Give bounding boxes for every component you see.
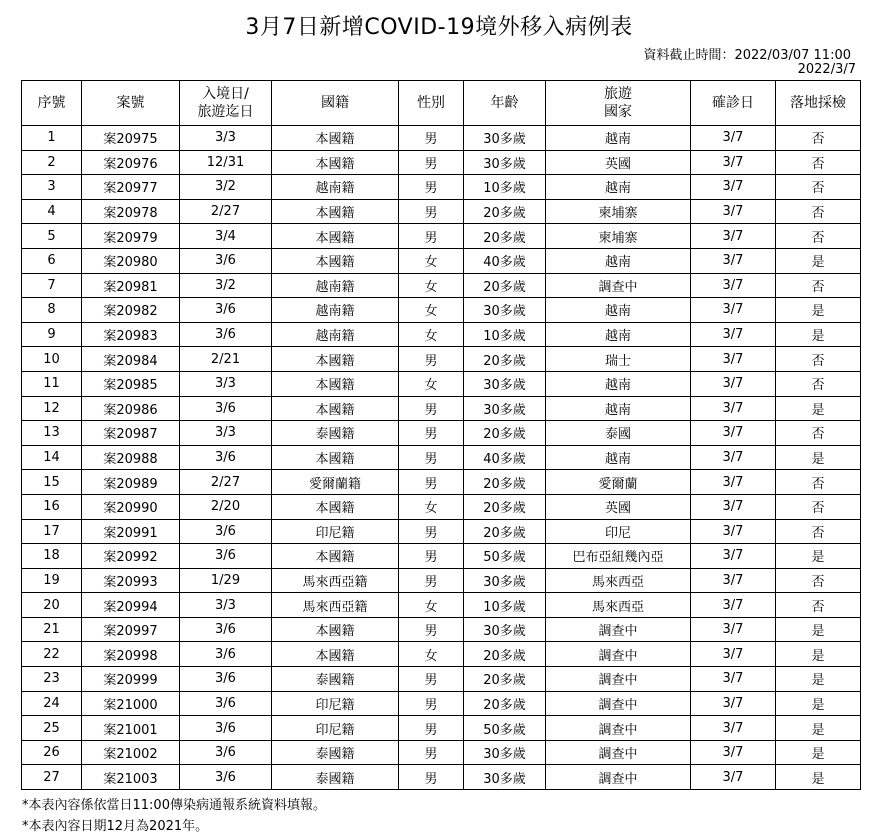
cell-landing-test: 否 [776, 593, 861, 618]
cell-travel-country: 調查中 [546, 765, 691, 790]
cell-confirm-date: 3/7 [691, 248, 776, 273]
column-header-nationality: 國籍 [272, 81, 399, 126]
column-header-seq: 序號 [22, 81, 82, 126]
table-row [22, 470, 861, 495]
cell-travel-country: 調查中 [546, 716, 691, 741]
cell-gender: 男 [399, 470, 464, 495]
cell-confirm-date: 3/7 [691, 740, 776, 765]
cell-travel-country: 越南 [546, 298, 691, 323]
cell-nationality: 本國籍 [272, 494, 399, 519]
cell-confirm-date: 3/7 [691, 691, 776, 716]
cell-entry-date: 3/2 [180, 273, 272, 298]
cell-seq: 12 [22, 396, 82, 421]
cell-travel-country: 調查中 [546, 617, 691, 642]
cell-seq: 8 [22, 298, 82, 323]
cell-seq: 18 [22, 544, 82, 569]
table-row [22, 445, 861, 470]
cell-landing-test: 是 [776, 765, 861, 790]
cell-age: 10多歲 [464, 175, 546, 200]
header-row [22, 81, 861, 126]
cell-confirm-date: 3/7 [691, 765, 776, 790]
cell-age: 10多歲 [464, 593, 546, 618]
cell-entry-date: 3/3 [180, 371, 272, 396]
cell-confirm-date: 3/7 [691, 396, 776, 421]
table-row [22, 667, 861, 692]
cell-landing-test: 否 [776, 470, 861, 495]
table-row [22, 347, 861, 372]
table-row [22, 568, 861, 593]
cell-travel-country: 越南 [546, 322, 691, 347]
cell-travel-country: 馬來西亞 [546, 568, 691, 593]
cell-gender: 男 [399, 126, 464, 151]
cell-age: 20多歲 [464, 470, 546, 495]
cell-gender: 女 [399, 298, 464, 323]
cell-travel-country: 越南 [546, 445, 691, 470]
cell-gender: 女 [399, 322, 464, 347]
cell-age: 40多歲 [464, 445, 546, 470]
cell-nationality: 馬來西亞籍 [272, 568, 399, 593]
cell-nationality: 馬來西亞籍 [272, 593, 399, 618]
cell-confirm-date: 3/7 [691, 667, 776, 692]
cell-age: 50多歲 [464, 544, 546, 569]
cell-entry-date: 3/6 [180, 248, 272, 273]
column-header-age: 年齡 [464, 81, 546, 126]
cell-landing-test: 是 [776, 298, 861, 323]
cell-nationality: 越南籍 [272, 273, 399, 298]
cell-travel-country: 越南 [546, 248, 691, 273]
cell-gender: 女 [399, 494, 464, 519]
cell-case-no: 案20981 [82, 273, 180, 298]
cell-age: 30多歲 [464, 617, 546, 642]
page-title: 3月7日新增COVID-19境外移入病例表 [245, 15, 633, 40]
cell-nationality: 本國籍 [272, 126, 399, 151]
cell-nationality: 本國籍 [272, 248, 399, 273]
data-cutoff-time: 資料截止時間：2022/03/07 11:00 [643, 48, 851, 63]
cell-case-no: 案20999 [82, 667, 180, 692]
cell-travel-country: 調查中 [546, 642, 691, 667]
cell-landing-test: 否 [776, 568, 861, 593]
cell-confirm-date: 3/7 [691, 322, 776, 347]
cell-travel-country: 調查中 [546, 740, 691, 765]
cell-gender: 男 [399, 617, 464, 642]
cell-landing-test: 是 [776, 617, 861, 642]
cell-landing-test: 是 [776, 544, 861, 569]
cell-seq: 17 [22, 519, 82, 544]
cell-case-no: 案21001 [82, 716, 180, 741]
cell-age: 30多歲 [464, 126, 546, 151]
cell-age: 30多歲 [464, 740, 546, 765]
cell-nationality: 本國籍 [272, 199, 399, 224]
cell-age: 20多歲 [464, 347, 546, 372]
cell-entry-date: 3/6 [180, 691, 272, 716]
cell-landing-test: 否 [776, 371, 861, 396]
cell-landing-test: 否 [776, 224, 861, 249]
cell-nationality: 越南籍 [272, 322, 399, 347]
cell-gender: 女 [399, 248, 464, 273]
cell-age: 20多歲 [464, 224, 546, 249]
cell-seq: 26 [22, 740, 82, 765]
cell-confirm-date: 3/7 [691, 150, 776, 175]
cell-case-no: 案20992 [82, 544, 180, 569]
cell-landing-test: 否 [776, 175, 861, 200]
table-row [22, 740, 861, 765]
table-row [22, 494, 861, 519]
cell-nationality: 本國籍 [272, 617, 399, 642]
cell-seq: 15 [22, 470, 82, 495]
cell-case-no: 案20979 [82, 224, 180, 249]
cell-landing-test: 否 [776, 421, 861, 446]
cell-nationality: 印尼籍 [272, 691, 399, 716]
table-header [22, 81, 861, 126]
cell-landing-test: 是 [776, 740, 861, 765]
cell-confirm-date: 3/7 [691, 273, 776, 298]
cell-entry-date: 3/6 [180, 298, 272, 323]
cell-confirm-date: 3/7 [691, 494, 776, 519]
cell-confirm-date: 3/7 [691, 347, 776, 372]
cell-nationality: 印尼籍 [272, 519, 399, 544]
cell-entry-date: 3/6 [180, 544, 272, 569]
cell-age: 50多歲 [464, 716, 546, 741]
cell-landing-test: 是 [776, 396, 861, 421]
cell-seq: 16 [22, 494, 82, 519]
cell-gender: 男 [399, 224, 464, 249]
cell-gender: 男 [399, 544, 464, 569]
cell-confirm-date: 3/7 [691, 642, 776, 667]
table-row [22, 298, 861, 323]
cell-confirm-date: 3/7 [691, 593, 776, 618]
cell-entry-date: 12/31 [180, 150, 272, 175]
cell-landing-test: 否 [776, 126, 861, 151]
cell-nationality: 泰國籍 [272, 421, 399, 446]
cell-gender: 男 [399, 691, 464, 716]
table-row [22, 248, 861, 273]
cell-landing-test: 否 [776, 150, 861, 175]
cell-landing-test: 否 [776, 519, 861, 544]
cell-nationality: 本國籍 [272, 347, 399, 372]
footnote-source: *本表內容係依當日11:00傳染病通報系統資料填報。 [22, 798, 326, 813]
cell-seq: 21 [22, 617, 82, 642]
cell-seq: 5 [22, 224, 82, 249]
cell-case-no: 案20989 [82, 470, 180, 495]
cell-age: 10多歲 [464, 322, 546, 347]
cell-age: 20多歲 [464, 691, 546, 716]
cell-nationality: 本國籍 [272, 396, 399, 421]
cell-seq: 4 [22, 199, 82, 224]
column-header-landing-test: 落地採檢 [776, 81, 861, 126]
cell-travel-country: 泰國 [546, 421, 691, 446]
cell-gender: 男 [399, 396, 464, 421]
cell-travel-country: 調查中 [546, 273, 691, 298]
cell-confirm-date: 3/7 [691, 445, 776, 470]
table-row [22, 396, 861, 421]
column-header-gender: 性別 [399, 81, 464, 126]
column-header-confirm-date: 確診日 [691, 81, 776, 126]
column-header-entry-date: 入境日/ 旅遊迄日 [180, 81, 272, 126]
cell-confirm-date: 3/7 [691, 544, 776, 569]
cell-nationality: 本國籍 [272, 544, 399, 569]
cell-travel-country: 瑞士 [546, 347, 691, 372]
cell-case-no: 案20986 [82, 396, 180, 421]
cell-case-no: 案20991 [82, 519, 180, 544]
cell-case-no: 案20978 [82, 199, 180, 224]
cell-landing-test: 是 [776, 248, 861, 273]
cell-case-no: 案20984 [82, 347, 180, 372]
cell-confirm-date: 3/7 [691, 175, 776, 200]
cell-travel-country: 越南 [546, 175, 691, 200]
cell-confirm-date: 3/7 [691, 199, 776, 224]
cell-travel-country: 越南 [546, 371, 691, 396]
table-row [22, 150, 861, 175]
cell-nationality: 本國籍 [272, 445, 399, 470]
cell-entry-date: 2/27 [180, 199, 272, 224]
cell-gender: 女 [399, 371, 464, 396]
table-row [22, 322, 861, 347]
cell-confirm-date: 3/7 [691, 470, 776, 495]
cell-nationality: 泰國籍 [272, 667, 399, 692]
cell-entry-date: 2/21 [180, 347, 272, 372]
cell-landing-test: 是 [776, 445, 861, 470]
cell-travel-country: 調查中 [546, 691, 691, 716]
cell-entry-date: 2/27 [180, 470, 272, 495]
cell-landing-test: 否 [776, 273, 861, 298]
table-row [22, 199, 861, 224]
table-row [22, 691, 861, 716]
cell-age: 30多歲 [464, 396, 546, 421]
cell-travel-country: 柬埔寨 [546, 224, 691, 249]
cell-seq: 1 [22, 126, 82, 151]
cell-age: 20多歲 [464, 199, 546, 224]
footnote-year: *本表內容日期12月為2021年。 [22, 819, 209, 834]
cell-landing-test: 否 [776, 199, 861, 224]
cell-age: 30多歲 [464, 765, 546, 790]
cell-landing-test: 是 [776, 691, 861, 716]
cell-seq: 10 [22, 347, 82, 372]
cell-case-no: 案20977 [82, 175, 180, 200]
cell-seq: 6 [22, 248, 82, 273]
cell-gender: 男 [399, 765, 464, 790]
table-row [22, 765, 861, 790]
cell-case-no: 案20987 [82, 421, 180, 446]
cell-confirm-date: 3/7 [691, 298, 776, 323]
cell-case-no: 案20988 [82, 445, 180, 470]
cell-case-no: 案20994 [82, 593, 180, 618]
cell-seq: 3 [22, 175, 82, 200]
cell-entry-date: 3/6 [180, 642, 272, 667]
cell-case-no: 案20990 [82, 494, 180, 519]
cases-table [21, 80, 861, 790]
cell-case-no: 案20997 [82, 617, 180, 642]
cell-nationality: 越南籍 [272, 298, 399, 323]
cell-seq: 19 [22, 568, 82, 593]
cell-case-no: 案20980 [82, 248, 180, 273]
cell-landing-test: 是 [776, 642, 861, 667]
cell-seq: 9 [22, 322, 82, 347]
cell-age: 30多歲 [464, 298, 546, 323]
cell-nationality: 越南籍 [272, 175, 399, 200]
cell-entry-date: 3/6 [180, 667, 272, 692]
cell-gender: 男 [399, 667, 464, 692]
cell-case-no: 案21003 [82, 765, 180, 790]
cell-age: 30多歲 [464, 568, 546, 593]
cell-gender: 男 [399, 519, 464, 544]
cell-seq: 20 [22, 593, 82, 618]
cell-age: 40多歲 [464, 248, 546, 273]
cell-case-no: 案20983 [82, 322, 180, 347]
cell-seq: 24 [22, 691, 82, 716]
cell-seq: 27 [22, 765, 82, 790]
cell-nationality: 本國籍 [272, 150, 399, 175]
cell-travel-country: 巴布亞紐幾內亞 [546, 544, 691, 569]
cell-entry-date: 1/29 [180, 568, 272, 593]
cell-case-no: 案20993 [82, 568, 180, 593]
cell-entry-date: 3/6 [180, 322, 272, 347]
cell-confirm-date: 3/7 [691, 519, 776, 544]
table-row [22, 126, 861, 151]
cell-travel-country: 越南 [546, 126, 691, 151]
cell-nationality: 本國籍 [272, 371, 399, 396]
table-row [22, 273, 861, 298]
cell-seq: 25 [22, 716, 82, 741]
cell-travel-country: 英國 [546, 494, 691, 519]
cell-confirm-date: 3/7 [691, 421, 776, 446]
table-row [22, 175, 861, 200]
cell-gender: 男 [399, 150, 464, 175]
cell-gender: 男 [399, 445, 464, 470]
cell-case-no: 案20976 [82, 150, 180, 175]
cell-nationality: 泰國籍 [272, 740, 399, 765]
cell-case-no: 案20975 [82, 126, 180, 151]
cell-case-no: 案21002 [82, 740, 180, 765]
cell-landing-test: 是 [776, 322, 861, 347]
cell-age: 30多歲 [464, 371, 546, 396]
table-row [22, 642, 861, 667]
cell-landing-test: 否 [776, 494, 861, 519]
cell-entry-date: 3/6 [180, 716, 272, 741]
table-row [22, 593, 861, 618]
cell-travel-country: 柬埔寨 [546, 199, 691, 224]
table-row [22, 617, 861, 642]
cell-travel-country: 印尼 [546, 519, 691, 544]
cell-landing-test: 是 [776, 716, 861, 741]
table-body [22, 126, 861, 790]
cell-entry-date: 3/6 [180, 445, 272, 470]
cell-travel-country: 馬來西亞 [546, 593, 691, 618]
cell-nationality: 印尼籍 [272, 716, 399, 741]
cell-travel-country: 愛爾蘭 [546, 470, 691, 495]
cell-entry-date: 3/3 [180, 421, 272, 446]
column-header-case-no: 案號 [82, 81, 180, 126]
cell-travel-country: 調查中 [546, 667, 691, 692]
cell-travel-country: 越南 [546, 396, 691, 421]
cell-gender: 女 [399, 593, 464, 618]
cell-age: 20多歲 [464, 273, 546, 298]
cell-case-no: 案20998 [82, 642, 180, 667]
cell-confirm-date: 3/7 [691, 371, 776, 396]
table-row [22, 519, 861, 544]
cell-confirm-date: 3/7 [691, 716, 776, 741]
cell-confirm-date: 3/7 [691, 224, 776, 249]
cell-entry-date: 2/20 [180, 494, 272, 519]
cell-gender: 男 [399, 716, 464, 741]
cell-entry-date: 3/3 [180, 593, 272, 618]
cell-entry-date: 3/2 [180, 175, 272, 200]
table-row [22, 371, 861, 396]
table-row [22, 716, 861, 741]
cell-gender: 男 [399, 421, 464, 446]
cell-age: 20多歲 [464, 642, 546, 667]
cell-confirm-date: 3/7 [691, 568, 776, 593]
cell-age: 20多歲 [464, 667, 546, 692]
cell-seq: 11 [22, 371, 82, 396]
report-date: 2022/3/7 [797, 62, 856, 77]
cell-gender: 女 [399, 273, 464, 298]
cell-gender: 男 [399, 740, 464, 765]
cell-seq: 7 [22, 273, 82, 298]
cell-age: 20多歲 [464, 519, 546, 544]
cell-age: 30多歲 [464, 150, 546, 175]
table-row [22, 544, 861, 569]
table-row [22, 421, 861, 446]
cell-gender: 男 [399, 175, 464, 200]
cell-entry-date: 3/3 [180, 126, 272, 151]
column-header-travel-country: 旅遊 國家 [546, 81, 691, 126]
cell-landing-test: 否 [776, 347, 861, 372]
cell-case-no: 案20982 [82, 298, 180, 323]
cell-gender: 男 [399, 347, 464, 372]
cell-age: 20多歲 [464, 494, 546, 519]
cell-nationality: 泰國籍 [272, 765, 399, 790]
cell-entry-date: 3/6 [180, 765, 272, 790]
cell-seq: 13 [22, 421, 82, 446]
table-row [22, 224, 861, 249]
cell-entry-date: 3/6 [180, 617, 272, 642]
cell-seq: 14 [22, 445, 82, 470]
cell-gender: 女 [399, 642, 464, 667]
cell-entry-date: 3/6 [180, 396, 272, 421]
cell-landing-test: 是 [776, 667, 861, 692]
cell-travel-country: 英國 [546, 150, 691, 175]
cell-seq: 2 [22, 150, 82, 175]
cell-nationality: 本國籍 [272, 224, 399, 249]
cell-seq: 23 [22, 667, 82, 692]
cell-seq: 22 [22, 642, 82, 667]
cell-confirm-date: 3/7 [691, 126, 776, 151]
cell-case-no: 案20985 [82, 371, 180, 396]
cell-gender: 男 [399, 199, 464, 224]
cell-nationality: 愛爾蘭籍 [272, 470, 399, 495]
cell-entry-date: 3/6 [180, 740, 272, 765]
cell-case-no: 案21000 [82, 691, 180, 716]
cell-entry-date: 3/4 [180, 224, 272, 249]
cell-confirm-date: 3/7 [691, 617, 776, 642]
cell-entry-date: 3/6 [180, 519, 272, 544]
cell-age: 20多歲 [464, 421, 546, 446]
cell-nationality: 本國籍 [272, 642, 399, 667]
cell-gender: 男 [399, 568, 464, 593]
